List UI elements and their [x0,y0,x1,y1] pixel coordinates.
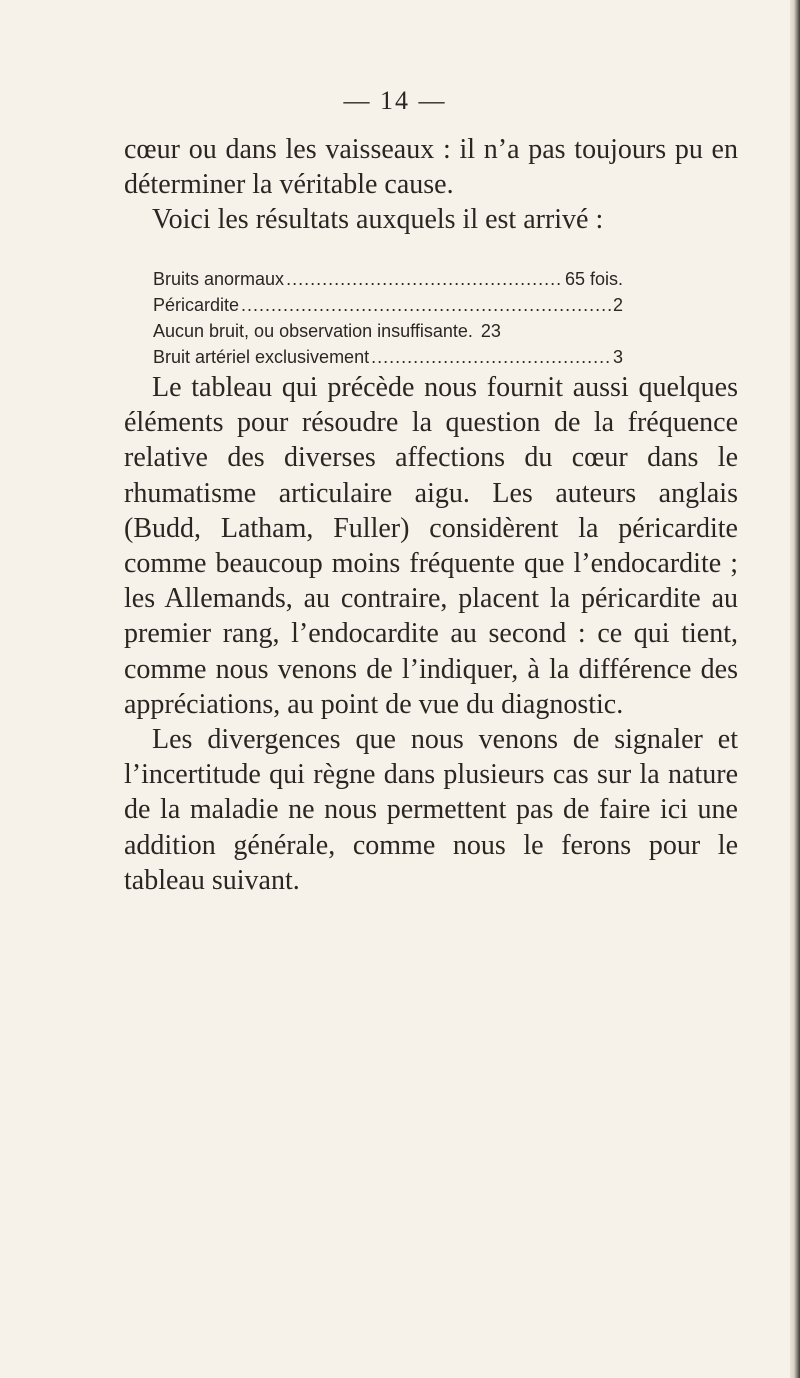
body-paragraph: Le tableau qui précède nous fournit aussi quelques éléments pour résoudre la question de la fréquence relative des diverses affections du cœur dans le rhumatisme articulaire aigu. Les auteurs anglais (Budd, Latham, Fuller) considèrent la péricardite comme beaucoup moins fréquente que l’endocardite ; les Allemands, au contraire, placent la péricardite au premier rang, l’endocardite au second : ce qui tient, comme nous venons de l’indiquer, à la différence des appréciations, au point de vue du diagnostic. [124,372,738,720]
row-label: Bruit artériel exclusivement [153,347,370,367]
row-label: Bruits anormaux [153,269,285,289]
table-row [153,344,623,370]
leader-dots [371,344,611,370]
table-row [153,266,623,292]
page-edge-shadow [790,0,800,1378]
body-text [124,370,738,898]
results-table [153,266,623,370]
table-row [153,318,623,344]
row-value: 23 [480,321,501,341]
intro-paragraph-continued: cœur ou dans les vaisseaux : il n’a pas toujours pu en déterminer la véritable cause. [124,134,738,201]
row-value: 2 [612,295,623,315]
row-value: 3 [612,347,623,367]
page-number-header: — 14 — [343,86,447,115]
body-paragraph: Les divergences que nous venons de signaler et l’incertitude qui règne dans plusieurs cas sur la nature de la maladie ne nous permettent pas de faire ici une addition générale, comme nous le ferons pour le tableau suivant. [124,724,738,896]
row-label: Aucun bruit, ou observation insuffisante. [153,321,473,341]
leader-dots [286,266,563,292]
results-intro-sentence: Voici les résultats auxquels il est arrivé : [152,204,604,236]
leader-dots [241,292,611,318]
table-row [153,292,623,318]
intro-text [124,132,738,238]
row-label: Péricardite [153,295,240,315]
row-value: 65 fois. [564,269,623,289]
